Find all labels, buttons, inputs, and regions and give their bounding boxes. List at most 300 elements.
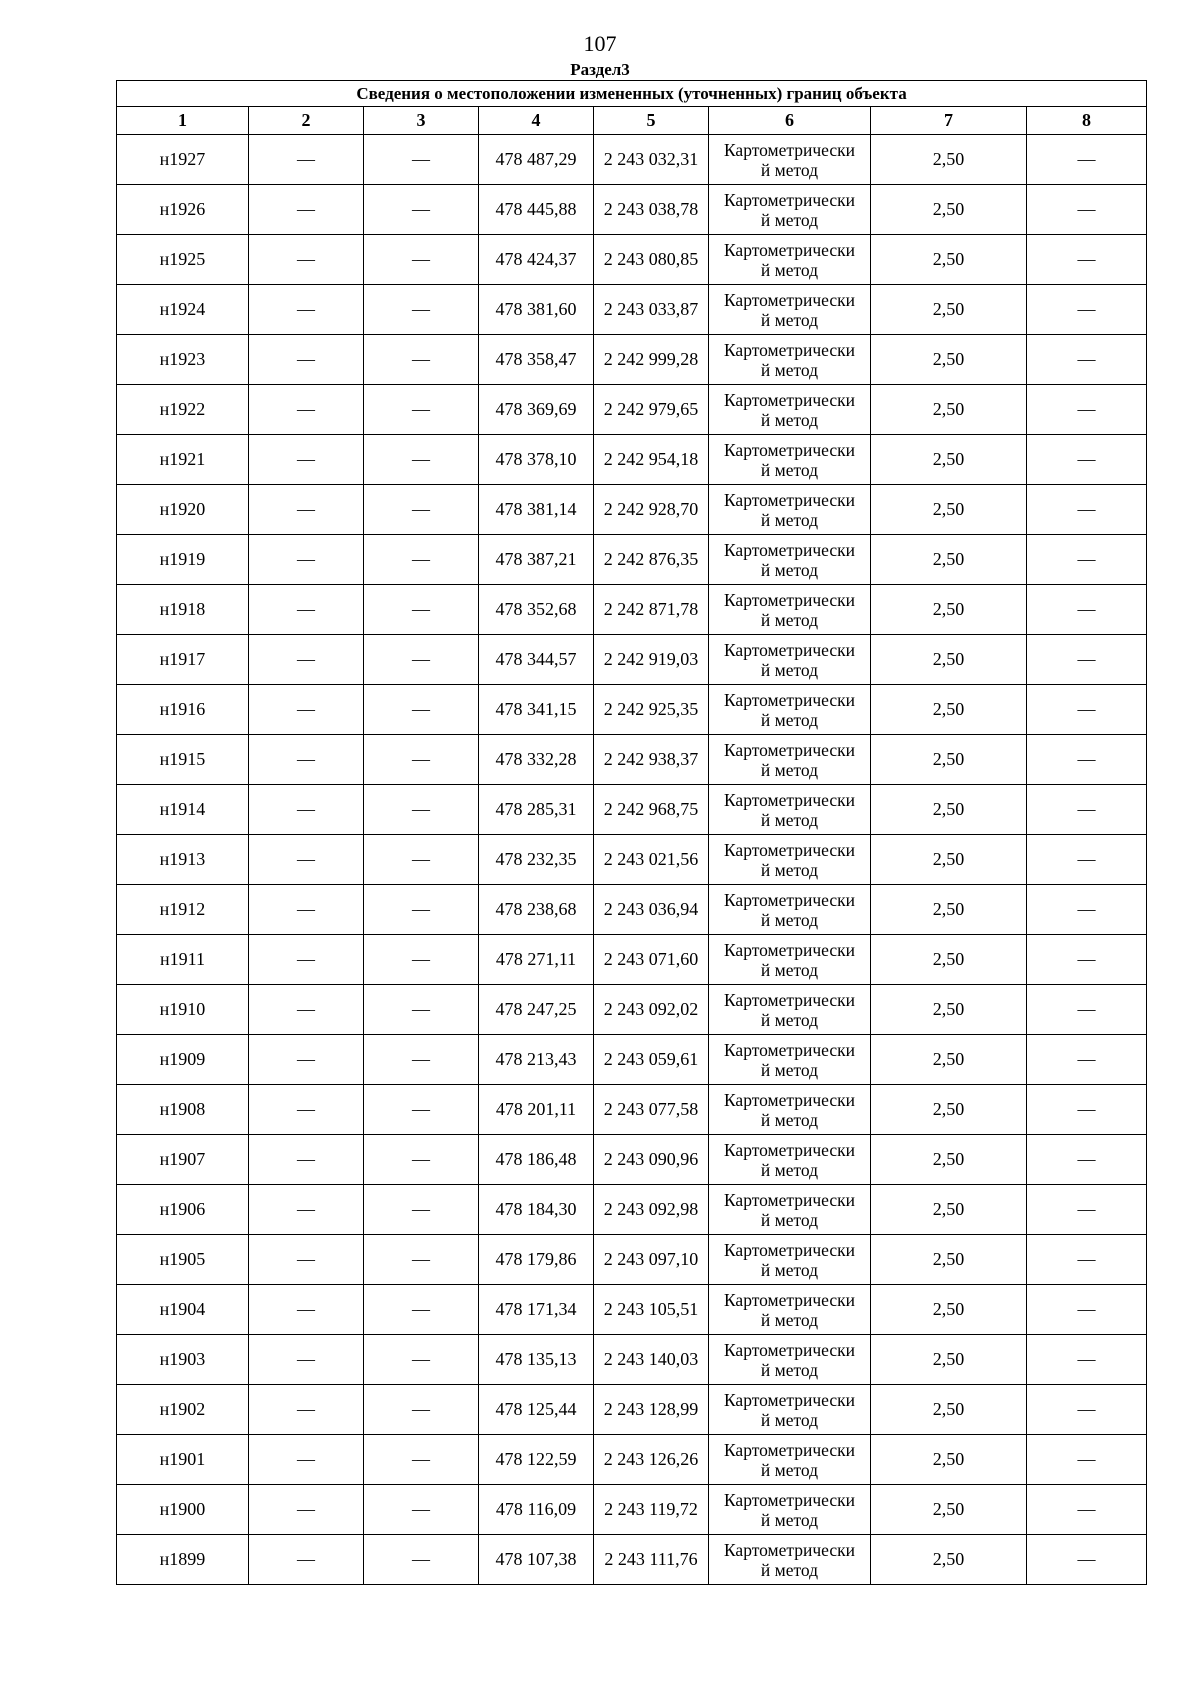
- x-coordinate-cell: 478 135,13: [479, 1335, 594, 1385]
- accuracy-cell: 2,50: [871, 385, 1027, 435]
- method-line-2: й метод: [760, 1309, 819, 1330]
- method-line-1: Картометрически: [723, 1039, 856, 1060]
- column-8-cell: —: [1027, 635, 1147, 685]
- method-line-2: й метод: [760, 659, 819, 680]
- column-2-cell: —: [249, 1335, 364, 1385]
- point-name-cell: н1921: [117, 435, 249, 485]
- y-coordinate-cell: 2 243 071,60: [594, 935, 709, 985]
- column-3-cell: —: [364, 1485, 479, 1535]
- column-number-3: 3: [364, 107, 479, 135]
- boundary-coordinates-table: [116, 80, 1147, 1585]
- method-cell: [709, 1135, 871, 1185]
- method-line-2: й метод: [760, 859, 819, 880]
- column-8-cell: —: [1027, 835, 1147, 885]
- point-name-cell: н1920: [117, 485, 249, 535]
- column-8-cell: —: [1027, 385, 1147, 435]
- point-name-cell: н1912: [117, 885, 249, 935]
- x-coordinate-cell: 478 487,29: [479, 135, 594, 185]
- column-3-cell: —: [364, 685, 479, 735]
- method-line-2: й метод: [760, 259, 819, 280]
- accuracy-cell: 2,50: [871, 1135, 1027, 1185]
- table-row: [117, 1435, 1147, 1485]
- y-coordinate-cell: 2 242 871,78: [594, 585, 709, 635]
- x-coordinate-cell: 478 122,59: [479, 1435, 594, 1485]
- column-2-cell: —: [249, 385, 364, 435]
- table-row: [117, 285, 1147, 335]
- method-line-2: й метод: [760, 309, 819, 330]
- point-name-cell: н1923: [117, 335, 249, 385]
- accuracy-cell: 2,50: [871, 235, 1027, 285]
- method-line-1: Картометрически: [723, 539, 856, 560]
- column-8-cell: —: [1027, 1085, 1147, 1135]
- column-number-row: [117, 107, 1147, 135]
- method-cell: [709, 1335, 871, 1385]
- column-number-5: 5: [594, 107, 709, 135]
- point-name-cell: н1913: [117, 835, 249, 885]
- accuracy-cell: 2,50: [871, 135, 1027, 185]
- method-line-2: й метод: [760, 1409, 819, 1430]
- method-line-1: Картометрически: [723, 1289, 856, 1310]
- method-cell: [709, 435, 871, 485]
- accuracy-cell: 2,50: [871, 735, 1027, 785]
- x-coordinate-cell: 478 184,30: [479, 1185, 594, 1235]
- column-3-cell: —: [364, 185, 479, 235]
- x-coordinate-cell: 478 232,35: [479, 835, 594, 885]
- y-coordinate-cell: 2 242 876,35: [594, 535, 709, 585]
- column-8-cell: —: [1027, 1135, 1147, 1185]
- x-coordinate-cell: 478 358,47: [479, 335, 594, 385]
- point-name-cell: н1906: [117, 1185, 249, 1235]
- column-8-cell: —: [1027, 335, 1147, 385]
- column-3-cell: —: [364, 1035, 479, 1085]
- method-line-1: Картометрически: [723, 1439, 856, 1460]
- method-line-1: Картометрически: [723, 439, 856, 460]
- method-line-1: Картометрически: [723, 989, 856, 1010]
- method-line-2: й метод: [760, 1509, 819, 1530]
- method-cell: [709, 1435, 871, 1485]
- x-coordinate-cell: 478 271,11: [479, 935, 594, 985]
- table-row: [117, 935, 1147, 985]
- point-name-cell: н1918: [117, 585, 249, 635]
- y-coordinate-cell: 2 243 090,96: [594, 1135, 709, 1185]
- y-coordinate-cell: 2 243 092,02: [594, 985, 709, 1035]
- x-coordinate-cell: 478 332,28: [479, 735, 594, 785]
- accuracy-cell: 2,50: [871, 1485, 1027, 1535]
- column-2-cell: —: [249, 885, 364, 935]
- method-line-1: Картометрически: [723, 689, 856, 710]
- accuracy-cell: 2,50: [871, 835, 1027, 885]
- method-line-2: й метод: [760, 1159, 819, 1180]
- method-cell: [709, 485, 871, 535]
- point-name-cell: н1908: [117, 1085, 249, 1135]
- point-name-cell: н1916: [117, 685, 249, 735]
- method-line-1: Картометрически: [723, 939, 856, 960]
- accuracy-cell: 2,50: [871, 435, 1027, 485]
- column-2-cell: —: [249, 1435, 364, 1485]
- method-cell: [709, 885, 871, 935]
- column-number-8: 8: [1027, 107, 1147, 135]
- point-name-cell: н1901: [117, 1435, 249, 1485]
- x-coordinate-cell: 478 424,37: [479, 235, 594, 285]
- method-cell: [709, 385, 871, 435]
- point-name-cell: н1909: [117, 1035, 249, 1085]
- method-cell: [709, 1085, 871, 1135]
- column-3-cell: —: [364, 885, 479, 935]
- table-row: [117, 235, 1147, 285]
- column-8-cell: —: [1027, 1435, 1147, 1485]
- method-cell: [709, 985, 871, 1035]
- method-line-1: Картометрически: [723, 739, 856, 760]
- method-cell: [709, 585, 871, 635]
- column-2-cell: —: [249, 635, 364, 685]
- method-line-2: й метод: [760, 809, 819, 830]
- table-row: [117, 735, 1147, 785]
- y-coordinate-cell: 2 243 092,98: [594, 1185, 709, 1235]
- column-2-cell: —: [249, 1385, 364, 1435]
- column-2-cell: —: [249, 935, 364, 985]
- method-cell: [709, 635, 871, 685]
- table-row: [117, 1135, 1147, 1185]
- method-line-2: й метод: [760, 1059, 819, 1080]
- table-row: [117, 985, 1147, 1035]
- point-name-cell: н1904: [117, 1285, 249, 1335]
- column-2-cell: —: [249, 735, 364, 785]
- method-line-1: Картометрически: [723, 389, 856, 410]
- method-line-2: й метод: [760, 359, 819, 380]
- point-name-cell: н1915: [117, 735, 249, 785]
- column-3-cell: —: [364, 1435, 479, 1485]
- y-coordinate-cell: 2 243 140,03: [594, 1335, 709, 1385]
- column-8-cell: —: [1027, 535, 1147, 585]
- y-coordinate-cell: 2 243 105,51: [594, 1285, 709, 1335]
- x-coordinate-cell: 478 381,14: [479, 485, 594, 535]
- column-number-2: 2: [249, 107, 364, 135]
- y-coordinate-cell: 2 242 968,75: [594, 785, 709, 835]
- column-2-cell: —: [249, 835, 364, 885]
- column-2-cell: —: [249, 1485, 364, 1535]
- method-line-2: й метод: [760, 1359, 819, 1380]
- point-name-cell: н1910: [117, 985, 249, 1035]
- column-2-cell: —: [249, 185, 364, 235]
- column-2-cell: —: [249, 435, 364, 485]
- column-number-4: 4: [479, 107, 594, 135]
- x-coordinate-cell: 478 445,88: [479, 185, 594, 235]
- column-3-cell: —: [364, 1385, 479, 1435]
- method-line-1: Картометрически: [723, 1089, 856, 1110]
- method-cell: [709, 185, 871, 235]
- table-row: [117, 835, 1147, 885]
- table-row: [117, 185, 1147, 235]
- column-3-cell: —: [364, 1185, 479, 1235]
- accuracy-cell: 2,50: [871, 285, 1027, 335]
- y-coordinate-cell: 2 243 097,10: [594, 1235, 709, 1285]
- point-name-cell: н1911: [117, 935, 249, 985]
- column-8-cell: —: [1027, 1385, 1147, 1435]
- method-cell: [709, 1185, 871, 1235]
- column-8-cell: —: [1027, 485, 1147, 535]
- column-8-cell: —: [1027, 1335, 1147, 1385]
- method-cell: [709, 1385, 871, 1435]
- x-coordinate-cell: 478 179,86: [479, 1235, 594, 1285]
- column-2-cell: —: [249, 985, 364, 1035]
- point-name-cell: н1927: [117, 135, 249, 185]
- point-name-cell: н1919: [117, 535, 249, 585]
- method-line-1: Картометрически: [723, 1389, 856, 1410]
- accuracy-cell: 2,50: [871, 935, 1027, 985]
- point-name-cell: н1922: [117, 385, 249, 435]
- column-2-cell: —: [249, 1535, 364, 1585]
- table-caption-row: [117, 81, 1147, 107]
- x-coordinate-cell: 478 171,34: [479, 1285, 594, 1335]
- column-8-cell: —: [1027, 585, 1147, 635]
- y-coordinate-cell: 2 243 111,76: [594, 1535, 709, 1585]
- column-number-1: 1: [117, 107, 249, 135]
- column-3-cell: —: [364, 535, 479, 585]
- table-row: [117, 1335, 1147, 1385]
- y-coordinate-cell: 2 243 059,61: [594, 1035, 709, 1085]
- table-row: [117, 1185, 1147, 1235]
- method-cell: [709, 1035, 871, 1085]
- table-row: [117, 135, 1147, 185]
- y-coordinate-cell: 2 243 032,31: [594, 135, 709, 185]
- column-2-cell: —: [249, 585, 364, 635]
- point-name-cell: н1924: [117, 285, 249, 335]
- point-name-cell: н1899: [117, 1535, 249, 1585]
- x-coordinate-cell: 478 116,09: [479, 1485, 594, 1535]
- table-row: [117, 1485, 1147, 1535]
- column-3-cell: —: [364, 135, 479, 185]
- point-name-cell: н1900: [117, 1485, 249, 1535]
- method-line-2: й метод: [760, 559, 819, 580]
- table-row: [117, 535, 1147, 585]
- method-line-1: Картометрически: [723, 489, 856, 510]
- point-name-cell: н1925: [117, 235, 249, 285]
- accuracy-cell: 2,50: [871, 685, 1027, 735]
- method-line-1: Картометрически: [723, 139, 856, 160]
- method-line-1: Картометрически: [723, 239, 856, 260]
- method-line-2: й метод: [760, 1209, 819, 1230]
- column-8-cell: —: [1027, 1235, 1147, 1285]
- table-row: [117, 335, 1147, 385]
- column-3-cell: —: [364, 1235, 479, 1285]
- column-8-cell: —: [1027, 1285, 1147, 1335]
- x-coordinate-cell: 478 186,48: [479, 1135, 594, 1185]
- accuracy-cell: 2,50: [871, 1385, 1027, 1435]
- y-coordinate-cell: 2 243 077,58: [594, 1085, 709, 1135]
- column-2-cell: —: [249, 135, 364, 185]
- method-cell: [709, 1235, 871, 1285]
- x-coordinate-cell: 478 387,21: [479, 535, 594, 585]
- x-coordinate-cell: 478 381,60: [479, 285, 594, 335]
- method-line-1: Картометрически: [723, 339, 856, 360]
- column-3-cell: —: [364, 285, 479, 335]
- y-coordinate-cell: 2 243 128,99: [594, 1385, 709, 1435]
- column-2-cell: —: [249, 1035, 364, 1085]
- table-row: [117, 1385, 1147, 1435]
- column-3-cell: —: [364, 735, 479, 785]
- accuracy-cell: 2,50: [871, 335, 1027, 385]
- x-coordinate-cell: 478 369,69: [479, 385, 594, 435]
- column-8-cell: —: [1027, 435, 1147, 485]
- table-row: [117, 635, 1147, 685]
- method-line-2: й метод: [760, 1459, 819, 1480]
- column-8-cell: —: [1027, 1485, 1147, 1535]
- accuracy-cell: 2,50: [871, 1285, 1027, 1335]
- table-row: [117, 485, 1147, 535]
- point-name-cell: н1914: [117, 785, 249, 835]
- table-caption: Сведения о местоположении измененных (уточненных) границ объекта: [117, 81, 1147, 107]
- method-cell: [709, 335, 871, 385]
- point-name-cell: н1905: [117, 1235, 249, 1285]
- column-2-cell: —: [249, 1085, 364, 1135]
- column-3-cell: —: [364, 1285, 479, 1335]
- method-line-1: Картометрически: [723, 789, 856, 810]
- column-3-cell: —: [364, 835, 479, 885]
- method-cell: [709, 285, 871, 335]
- table-row: [117, 1085, 1147, 1135]
- method-line-2: й метод: [760, 1109, 819, 1130]
- column-8-cell: —: [1027, 185, 1147, 235]
- method-line-2: й метод: [760, 759, 819, 780]
- method-line-2: й метод: [760, 1009, 819, 1030]
- y-coordinate-cell: 2 242 919,03: [594, 635, 709, 685]
- column-3-cell: —: [364, 585, 479, 635]
- column-2-cell: —: [249, 535, 364, 585]
- x-coordinate-cell: 478 125,44: [479, 1385, 594, 1435]
- method-cell: [709, 935, 871, 985]
- method-line-2: й метод: [760, 209, 819, 230]
- y-coordinate-cell: 2 242 938,37: [594, 735, 709, 785]
- accuracy-cell: 2,50: [871, 1085, 1027, 1135]
- accuracy-cell: 2,50: [871, 185, 1027, 235]
- method-line-1: Картометрически: [723, 1139, 856, 1160]
- table-row: [117, 585, 1147, 635]
- method-line-1: Картометрически: [723, 189, 856, 210]
- method-line-1: Картометрически: [723, 1489, 856, 1510]
- column-3-cell: —: [364, 235, 479, 285]
- method-cell: [709, 235, 871, 285]
- y-coordinate-cell: 2 242 999,28: [594, 335, 709, 385]
- y-coordinate-cell: 2 243 126,26: [594, 1435, 709, 1485]
- column-2-cell: —: [249, 1235, 364, 1285]
- point-name-cell: н1903: [117, 1335, 249, 1385]
- method-cell: [709, 685, 871, 735]
- accuracy-cell: 2,50: [871, 1035, 1027, 1085]
- method-cell: [709, 1485, 871, 1535]
- column-2-cell: —: [249, 1135, 364, 1185]
- column-2-cell: —: [249, 335, 364, 385]
- column-3-cell: —: [364, 985, 479, 1035]
- table-row: [117, 385, 1147, 435]
- column-3-cell: —: [364, 435, 479, 485]
- table-row: [117, 1535, 1147, 1585]
- column-3-cell: —: [364, 1135, 479, 1185]
- column-3-cell: —: [364, 485, 479, 535]
- method-line-2: й метод: [760, 459, 819, 480]
- method-line-2: й метод: [760, 959, 819, 980]
- column-3-cell: —: [364, 1085, 479, 1135]
- table-row: [117, 1285, 1147, 1335]
- point-name-cell: н1926: [117, 185, 249, 235]
- y-coordinate-cell: 2 242 954,18: [594, 435, 709, 485]
- point-name-cell: н1902: [117, 1385, 249, 1435]
- column-8-cell: —: [1027, 135, 1147, 185]
- method-line-1: Картометрически: [723, 289, 856, 310]
- column-8-cell: —: [1027, 235, 1147, 285]
- accuracy-cell: 2,50: [871, 785, 1027, 835]
- column-3-cell: —: [364, 385, 479, 435]
- table-row: [117, 785, 1147, 835]
- column-2-cell: —: [249, 785, 364, 835]
- method-cell: [709, 785, 871, 835]
- column-2-cell: —: [249, 485, 364, 535]
- column-8-cell: —: [1027, 985, 1147, 1035]
- column-3-cell: —: [364, 785, 479, 835]
- method-cell: [709, 135, 871, 185]
- x-coordinate-cell: 478 378,10: [479, 435, 594, 485]
- method-line-2: й метод: [760, 159, 819, 180]
- column-8-cell: —: [1027, 885, 1147, 935]
- x-coordinate-cell: 478 107,38: [479, 1535, 594, 1585]
- column-8-cell: —: [1027, 785, 1147, 835]
- method-line-2: й метод: [760, 409, 819, 430]
- method-line-2: й метод: [760, 1259, 819, 1280]
- accuracy-cell: 2,50: [871, 1335, 1027, 1385]
- column-8-cell: —: [1027, 685, 1147, 735]
- y-coordinate-cell: 2 243 036,94: [594, 885, 709, 935]
- y-coordinate-cell: 2 243 033,87: [594, 285, 709, 335]
- accuracy-cell: 2,50: [871, 985, 1027, 1035]
- column-2-cell: —: [249, 1185, 364, 1235]
- column-2-cell: —: [249, 235, 364, 285]
- column-2-cell: —: [249, 285, 364, 335]
- y-coordinate-cell: 2 242 925,35: [594, 685, 709, 735]
- accuracy-cell: 2,50: [871, 1235, 1027, 1285]
- column-8-cell: —: [1027, 735, 1147, 785]
- table-row: [117, 1035, 1147, 1085]
- section-title: Раздел3: [570, 60, 630, 79]
- method-line-1: Картометрически: [723, 1539, 856, 1560]
- method-cell: [709, 735, 871, 785]
- column-8-cell: —: [1027, 285, 1147, 335]
- accuracy-cell: 2,50: [871, 635, 1027, 685]
- column-3-cell: —: [364, 935, 479, 985]
- column-8-cell: —: [1027, 1035, 1147, 1085]
- method-line-1: Картометрически: [723, 889, 856, 910]
- method-cell: [709, 1285, 871, 1335]
- accuracy-cell: 2,50: [871, 1185, 1027, 1235]
- method-line-2: й метод: [760, 1559, 819, 1580]
- method-cell: [709, 835, 871, 885]
- accuracy-cell: 2,50: [871, 1535, 1027, 1585]
- x-coordinate-cell: 478 201,11: [479, 1085, 594, 1135]
- column-3-cell: —: [364, 635, 479, 685]
- method-cell: [709, 535, 871, 585]
- x-coordinate-cell: 478 352,68: [479, 585, 594, 635]
- table-body: [117, 135, 1147, 1585]
- page-number: 107: [583, 31, 617, 56]
- y-coordinate-cell: 2 242 928,70: [594, 485, 709, 535]
- x-coordinate-cell: 478 341,15: [479, 685, 594, 735]
- column-8-cell: —: [1027, 1535, 1147, 1585]
- column-number-7: 7: [871, 107, 1027, 135]
- accuracy-cell: 2,50: [871, 1435, 1027, 1485]
- table-row: [117, 685, 1147, 735]
- point-name-cell: н1907: [117, 1135, 249, 1185]
- y-coordinate-cell: 2 243 021,56: [594, 835, 709, 885]
- column-8-cell: —: [1027, 935, 1147, 985]
- x-coordinate-cell: 478 213,43: [479, 1035, 594, 1085]
